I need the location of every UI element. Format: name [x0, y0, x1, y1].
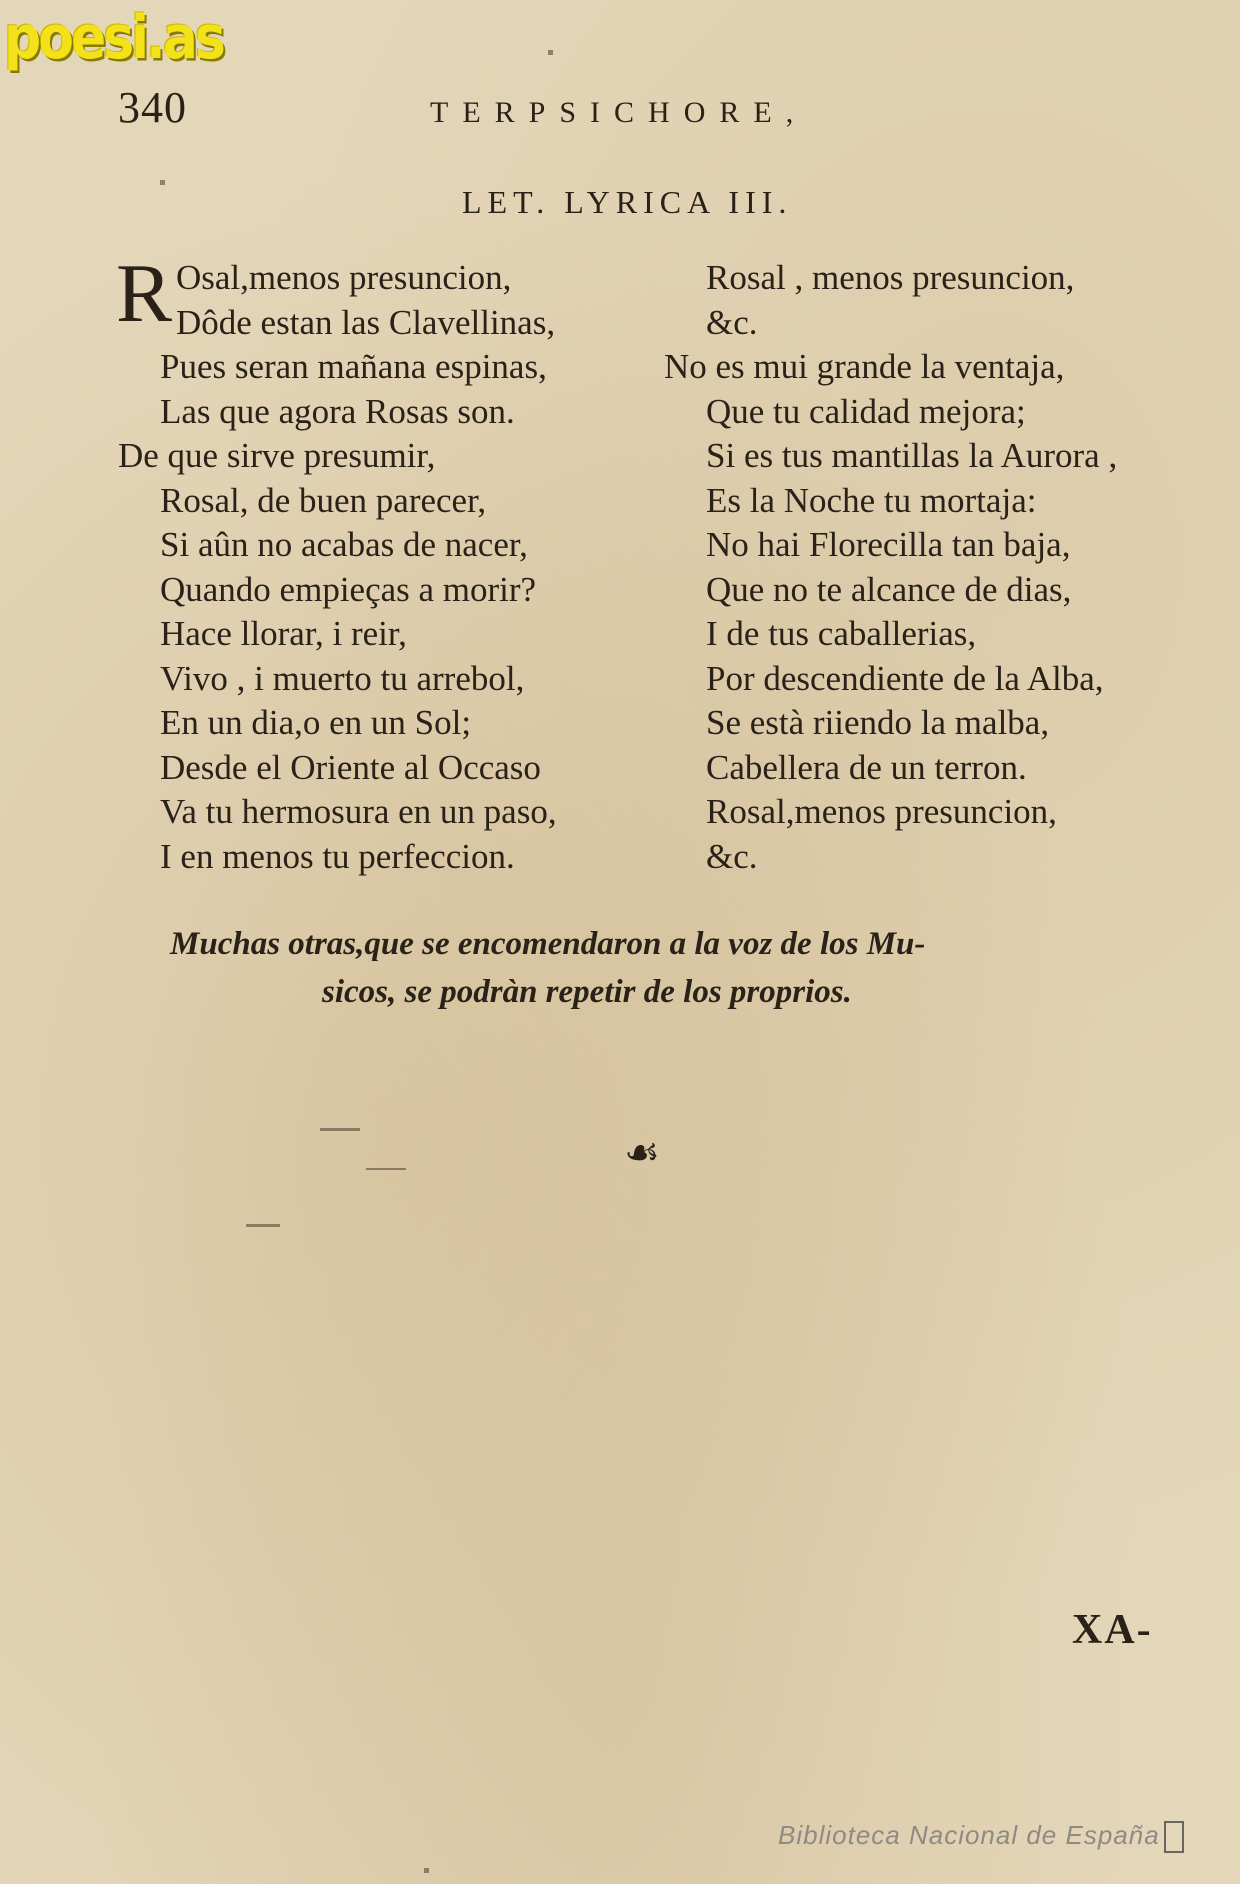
poem-line: &c. [706, 836, 758, 876]
drop-cap: R [116, 247, 173, 340]
poem-line: Las que agora Rosas son. [160, 391, 515, 431]
running-title: TERPSICHORE, [430, 96, 808, 129]
closing-note-line: sicos, se podràn repetir de los proprios. [322, 974, 852, 1010]
poem-line: De que sirve presumir, [118, 436, 436, 475]
library-logo-icon [1164, 1821, 1184, 1853]
poem-line: No es mui grande la ventaja, [664, 347, 1065, 386]
poem-line: Es la Noche tu mortaja: [706, 480, 1037, 520]
poem-line: Rosal,menos presuncion, [706, 792, 1057, 831]
poem-line: Si aûn no acabas de nacer, [160, 525, 528, 564]
poem-line: &c. [706, 302, 758, 342]
catchword: XA- [1072, 1607, 1153, 1653]
closing-note-line: Muchas otras,que se encomendaron a la voz de los Mu- [170, 926, 926, 962]
poem-line: Desde el Oriente al Occaso [160, 747, 541, 787]
poem-line: Que no te alcance de dias, [706, 569, 1072, 609]
poem-line: Cabellera de un terron. [706, 747, 1027, 787]
paper-speck [320, 1128, 360, 1131]
section-title: LET. LYRICA III. [462, 184, 793, 220]
poesias-logo[interactable]: poesi.as [4, 4, 223, 73]
poem-line: Va tu hermosura en un paso, [160, 792, 557, 831]
poem-line: Si es tus mantillas la Aurora , [706, 436, 1118, 475]
library-watermark [778, 1820, 1184, 1853]
poem-line: I en menos tu perfeccion. [160, 836, 515, 876]
poem-line: Por descendiente de la Alba, [706, 658, 1104, 698]
paper-speck [246, 1224, 280, 1227]
poem-right-column [664, 256, 1204, 879]
poem-line: En un dia,o en un Sol; [160, 703, 472, 742]
poem-line: Se està riiendo la malba, [706, 703, 1050, 742]
closing-note [170, 920, 1150, 1016]
fleuron-ornament-icon: ☙ [624, 1130, 660, 1176]
paper-speck [548, 50, 553, 55]
paper-speck [366, 1168, 406, 1170]
poem-line: Dôde estan las Clavellinas, [176, 302, 556, 342]
poem-line: Quando empieças a morir? [160, 569, 537, 609]
paper-speck [160, 180, 165, 185]
library-watermark-text: Biblioteca Nacional de España [778, 1820, 1160, 1850]
poem-line: I de tus caballerias, [706, 614, 977, 653]
poem-line: Vivo , i muerto tu arrebol, [160, 658, 525, 698]
poem-line: Que tu calidad mejora; [706, 391, 1026, 431]
poem-line: No hai Florecilla tan baja, [706, 525, 1071, 564]
paper-speck [424, 1868, 429, 1873]
page-number: 340 [118, 83, 187, 132]
poem-line: Hace llorar, i reir, [160, 614, 407, 653]
poem-line-text: Osal,menos presuncion, [176, 258, 512, 297]
poem-line: Rosal, de buen parecer, [160, 480, 487, 520]
poem-line: Rosal , menos presuncion, [706, 258, 1075, 297]
poem-line: Pues seran mañana espinas, [160, 347, 547, 386]
poem-left-column [116, 247, 638, 879]
